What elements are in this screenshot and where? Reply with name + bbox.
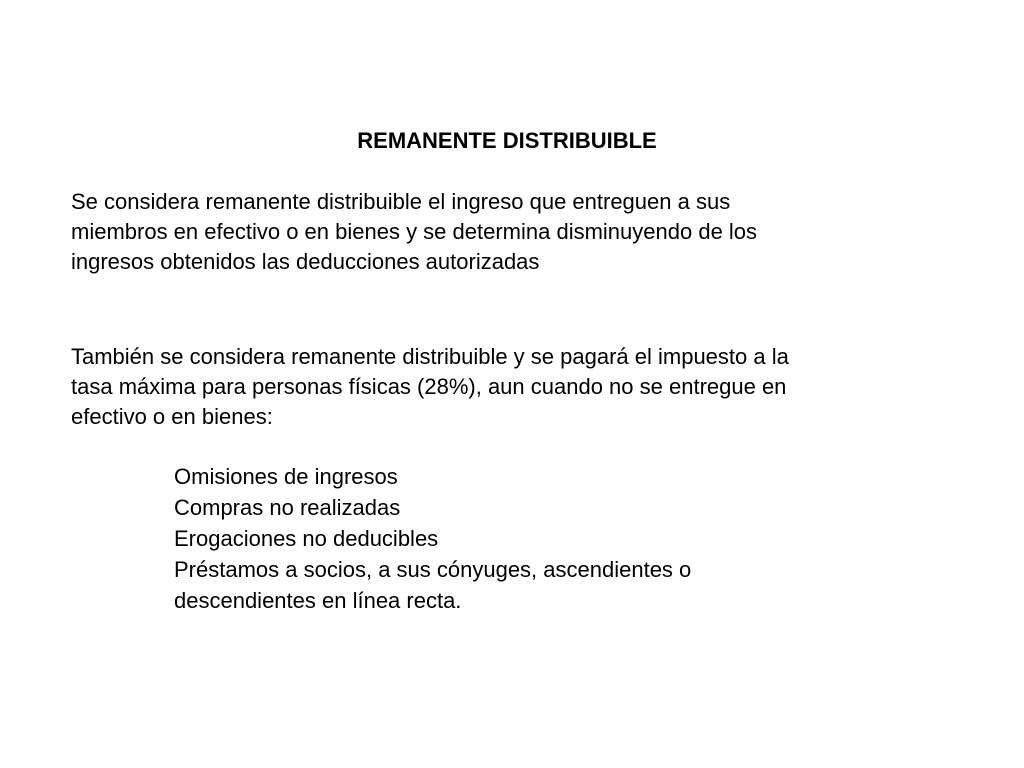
paragraph-also-considered (71, 342, 951, 432)
items-list (174, 461, 974, 616)
paragraph-line: También se considera remanente distribuible y se pagará el impuesto a la (71, 344, 789, 369)
slide-title: REMANENTE DISTRIBUIBLE (357, 128, 657, 153)
list-item (174, 554, 974, 616)
list-item-text: descendientes en línea recta. (174, 588, 462, 613)
paragraph-line: efectivo o en bienes: (71, 404, 273, 429)
paragraph-definition (71, 187, 951, 277)
list-item-text: Préstamos a socios, a sus cónyuges, ascendientes o (174, 557, 692, 582)
list-item (174, 492, 974, 523)
list-item-text: Omisiones de ingresos (174, 464, 398, 489)
list-item (174, 461, 974, 492)
paragraph-line: ingresos obtenidos las deducciones autorizadas (71, 249, 540, 274)
list-item-text: Compras no realizadas (174, 495, 401, 520)
paragraph-line: tasa máxima para personas físicas (28%), aun cuando no se entregue en (71, 374, 787, 399)
paragraph-line: miembros en efectivo o en bienes y se determina disminuyendo de los (71, 219, 758, 244)
list-item (174, 523, 974, 554)
list-item-text: Erogaciones no deducibles (174, 526, 439, 551)
paragraph-line: Se considera remanente distribuible el ingreso que entreguen a sus (71, 189, 731, 214)
